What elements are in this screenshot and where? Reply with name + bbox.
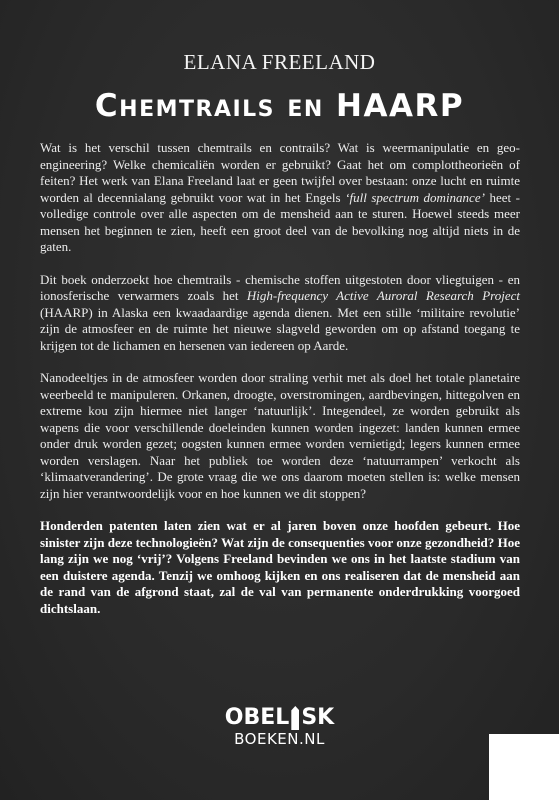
- logo-text-left: OBEL: [224, 705, 290, 730]
- paragraph-text: heet - volledige controle over alle aspecten om de mensheid aan te sturen. Hoewel steeds meer mensen het beginnen te zien, heeft een groot deel van de bevolking nog altijd niets in de gaten.: [40, 189, 520, 254]
- paragraph-text: Dit boek onderzoekt hoe chemtrails - chemische stoffen uitgestoten door vliegtuigen - en ionosferische verwarmers zoals het: [40, 271, 520, 303]
- author-name: ELANA FREELAND: [183, 50, 376, 74]
- barcode-area: [489, 734, 559, 800]
- paragraph-text: Nanodeeltjes in de atmosfeer worden door straling verhit met als doel het totale planetaire weerbeeld te manipuleren. Orkanen, droogte, overstromingen, aardbevingen, hittegolven en extreme kou zijn hiermee niet langer ‘natuurlijk’. Integendeel, ze worden gebruikt als wapens die voor verschillende doeleinden kunnen worden ingezet: landen kunnen ermee onder druk worden gezet; oogsten kunnen ermee worden vernietigd; legers kunnen ermee worden verslagen. Naar het publiek toe worden deze ‘natuurrampen’ verkocht als ‘klimaatverandering’. De grote vraag die we ons daarom moeten stellen is: welke mensen zijn hier verantwoordelijk voor en hoe kunnen we dit stoppen?: [40, 370, 520, 501]
- paragraph-text: (HAARP) in Alaska een kwaadaardige agenda dienen. Met een stille ‘militaire revolutie’ zijn de atmosfeer en de ruimte het nieuwe slagveld geworden om op afstand toegang te krijgen tot de lichamen en hersenen van iedereen op Aarde.: [40, 304, 520, 353]
- blurb-paragraph: [40, 140, 520, 256]
- blurb-paragraph: [40, 518, 520, 617]
- logo-subtext: BOEKEN.NL: [234, 730, 325, 748]
- italic-phrase: ‘full spectrum dominance’: [345, 189, 485, 205]
- publisher-logo: [0, 706, 559, 748]
- logo-text-right: SK: [301, 705, 335, 730]
- blurb-text: [40, 140, 520, 633]
- paragraph-text: Honderden patenten laten zien wat er al jaren boven onze hoofden gebeurt. Hoe sinister zijn deze technologieën? Wat zijn de consequenties voor onze gezondheid? Hoe lang zijn we nog ‘vrij’? Volgens Freeland bevinden we ons in het laatste stadium van een duistere agenda. Tenzij we omhoog kijken en ons realiseren dat de mensheid aan de rand van de afgrond staat, zal de val van permanente onderdrukking voorgoed dichtslaan.: [40, 518, 520, 616]
- logo-wordmark: [225, 706, 334, 730]
- italic-phrase: High-frequency Active Auroral Research Project: [246, 288, 520, 303]
- obelisk-icon: [291, 706, 299, 730]
- blurb-paragraph: [40, 370, 520, 502]
- paragraph-text: Wat is het verschil tussen chemtrails en contrails? Wat is weermanipulatie en geo-engineering? Welke chemicaliën worden er gebruikt? Gaat het om complottheorieën of feiten? Het werk van Elana Freeland laat er geen twijfel over bestaan: onze lucht en ruimte worden al decennialang gebruikt voor wat in het Engels: [40, 140, 520, 205]
- blurb-paragraph: [40, 272, 520, 355]
- book-title: Chemtrails en HAARP: [94, 88, 465, 124]
